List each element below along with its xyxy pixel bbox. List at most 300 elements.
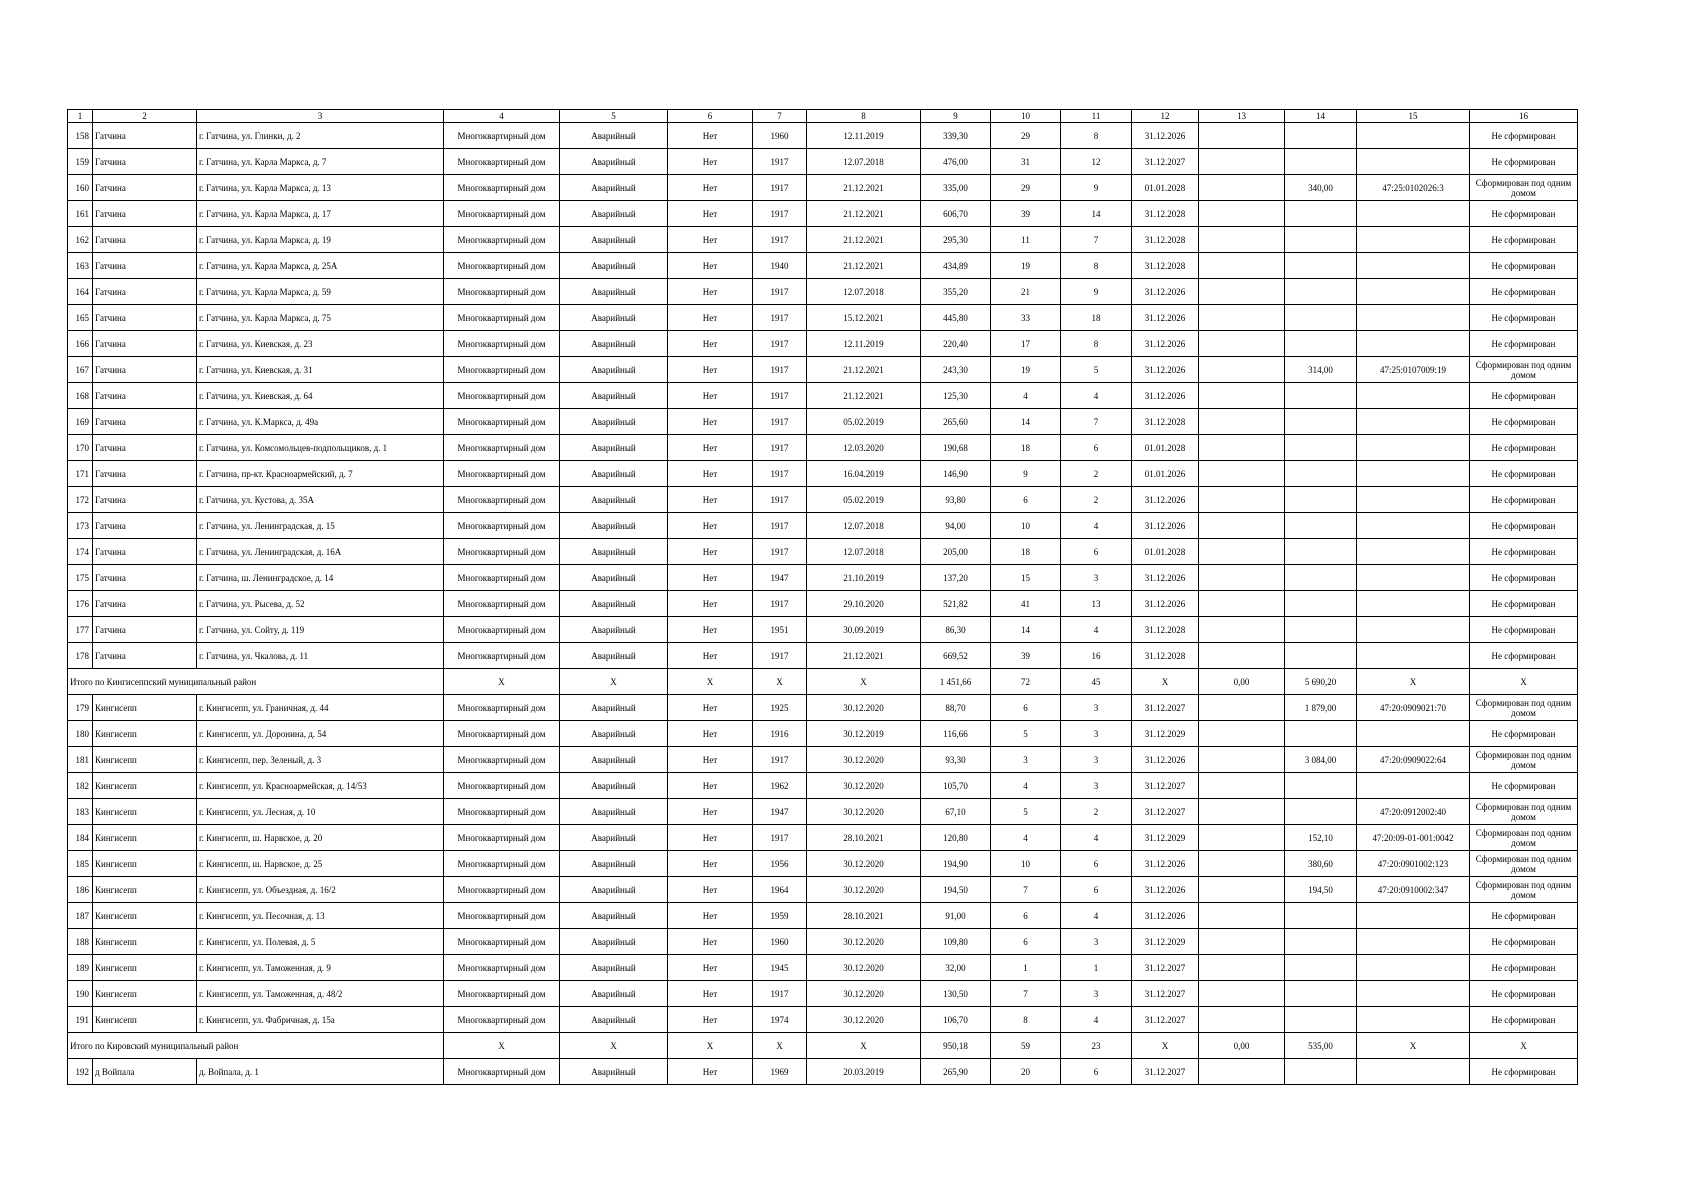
- settlement-cell: Гатчина: [93, 383, 197, 409]
- col-13-cell: [1199, 1059, 1285, 1085]
- row-number-cell: 163: [68, 253, 93, 279]
- apartments-cell: 2: [1061, 487, 1132, 513]
- apartments-cell: 2: [1061, 461, 1132, 487]
- house-type-cell: Многоквартирный дом: [444, 357, 560, 383]
- cadastral-number-cell: [1357, 435, 1470, 461]
- land-area-cell: [1285, 331, 1357, 357]
- status-flag-cell: Нет: [668, 591, 753, 617]
- build-year-cell: 1951: [753, 617, 807, 643]
- area-cell: 669,52: [921, 643, 991, 669]
- address-cell: г. Гатчина, ул. Карла Маркса, д. 7: [197, 149, 444, 175]
- condition-cell: Аварийный: [560, 1007, 668, 1033]
- row-number-cell: 168: [68, 383, 93, 409]
- recognition-date-cell: 21.10.2019: [807, 565, 921, 591]
- table-row: [68, 591, 1578, 617]
- area-cell: 205,00: [921, 539, 991, 565]
- column-number-cell: 8: [807, 110, 921, 123]
- status-flag-cell: Нет: [668, 149, 753, 175]
- district-total-row: [68, 669, 1578, 695]
- build-year-cell: 1947: [753, 799, 807, 825]
- status-flag-cell: Нет: [668, 123, 753, 149]
- status-flag-cell: Нет: [668, 903, 753, 929]
- area-cell: 335,00: [921, 175, 991, 201]
- resettlement-deadline-cell: 31.12.2026: [1132, 357, 1199, 383]
- land-status-cell: Не сформирован: [1470, 201, 1578, 227]
- cadastral-number-cell: 47:20:0910002:347: [1357, 877, 1470, 903]
- land-area-cell: [1285, 227, 1357, 253]
- apartments-cell: 16: [1061, 643, 1132, 669]
- land-area-cell: [1285, 435, 1357, 461]
- col-13-cell: [1199, 227, 1285, 253]
- col-13-cell: [1199, 435, 1285, 461]
- condition-cell: Аварийный: [560, 435, 668, 461]
- col-13-cell: [1199, 331, 1285, 357]
- recognition-date-cell: 30.12.2020: [807, 747, 921, 773]
- column-number-cell: 1: [68, 110, 93, 123]
- column-number-cell: 16: [1470, 110, 1578, 123]
- row-number-cell: 177: [68, 617, 93, 643]
- build-year-cell: 1947: [753, 565, 807, 591]
- apartments-cell: 7: [1061, 409, 1132, 435]
- area-cell: 93,30: [921, 747, 991, 773]
- col-13-cell: [1199, 149, 1285, 175]
- settlement-cell: Кингисепп: [93, 747, 197, 773]
- housing-register-table: [67, 109, 1578, 1085]
- cadastral-number-cell: 47:20:0909022:64: [1357, 747, 1470, 773]
- condition-cell: Аварийный: [560, 721, 668, 747]
- table-row: [68, 175, 1578, 201]
- table-row: [68, 903, 1578, 929]
- table-row: [68, 461, 1578, 487]
- col-13-cell: [1199, 279, 1285, 305]
- table-row: [68, 539, 1578, 565]
- apartments-cell: 8: [1061, 253, 1132, 279]
- land-area-cell: 194,50: [1285, 877, 1357, 903]
- land-area-cell: [1285, 955, 1357, 981]
- condition-cell: Аварийный: [560, 565, 668, 591]
- column-number-cell: 12: [1132, 110, 1199, 123]
- status-flag-cell: Нет: [668, 617, 753, 643]
- land-status-cell: Не сформирован: [1470, 227, 1578, 253]
- resettlement-deadline-cell: 31.12.2026: [1132, 747, 1199, 773]
- resettlement-deadline-cell: 31.12.2026: [1132, 279, 1199, 305]
- row-number-cell: 164: [68, 279, 93, 305]
- apartments-cell: 4: [1061, 1007, 1132, 1033]
- total-cell: 950,18: [921, 1033, 991, 1059]
- col-13-cell: [1199, 123, 1285, 149]
- recognition-date-cell: 16.04.2019: [807, 461, 921, 487]
- table-row: [68, 825, 1578, 851]
- area-cell: 265,90: [921, 1059, 991, 1085]
- residents-cell: 10: [991, 513, 1061, 539]
- cadastral-number-cell: 47:20:0909021:70: [1357, 695, 1470, 721]
- total-cell: Х: [668, 669, 753, 695]
- recognition-date-cell: 28.10.2021: [807, 825, 921, 851]
- build-year-cell: 1945: [753, 955, 807, 981]
- cadastral-number-cell: [1357, 929, 1470, 955]
- address-cell: г. Гатчина, пр-кт. Красноармейский, д. 7: [197, 461, 444, 487]
- col-13-cell: [1199, 747, 1285, 773]
- settlement-cell: Гатчина: [93, 461, 197, 487]
- total-cell: Х: [1132, 669, 1199, 695]
- cadastral-number-cell: [1357, 201, 1470, 227]
- settlement-cell: Кингисепп: [93, 929, 197, 955]
- address-cell: г. Гатчина, ш. Ленинградское, д. 14: [197, 565, 444, 591]
- apartments-cell: 3: [1061, 981, 1132, 1007]
- land-area-cell: [1285, 565, 1357, 591]
- row-number-cell: 172: [68, 487, 93, 513]
- row-number-cell: 160: [68, 175, 93, 201]
- recognition-date-cell: 05.02.2019: [807, 409, 921, 435]
- address-cell: г. Гатчина, ул. Глинки, д. 2: [197, 123, 444, 149]
- apartments-cell: 3: [1061, 721, 1132, 747]
- resettlement-deadline-cell: 31.12.2027: [1132, 773, 1199, 799]
- cadastral-number-cell: 47:20:09-01-001:0042: [1357, 825, 1470, 851]
- resettlement-deadline-cell: 31.12.2028: [1132, 201, 1199, 227]
- condition-cell: Аварийный: [560, 695, 668, 721]
- status-flag-cell: Нет: [668, 1059, 753, 1085]
- condition-cell: Аварийный: [560, 955, 668, 981]
- land-status-cell: Не сформирован: [1470, 123, 1578, 149]
- apartments-cell: 4: [1061, 383, 1132, 409]
- status-flag-cell: Нет: [668, 513, 753, 539]
- area-cell: 94,00: [921, 513, 991, 539]
- recognition-date-cell: 05.02.2019: [807, 487, 921, 513]
- address-cell: г. Кингисепп, ул. Доронина, д. 54: [197, 721, 444, 747]
- row-number-cell: 188: [68, 929, 93, 955]
- apartments-cell: 3: [1061, 565, 1132, 591]
- address-cell: г. Кингисепп, ш. Нарвское, д. 20: [197, 825, 444, 851]
- house-type-cell: Многоквартирный дом: [444, 955, 560, 981]
- status-flag-cell: Нет: [668, 643, 753, 669]
- status-flag-cell: Нет: [668, 175, 753, 201]
- land-status-cell: Не сформирован: [1470, 409, 1578, 435]
- land-status-cell: Не сформирован: [1470, 487, 1578, 513]
- land-status-cell: Не сформирован: [1470, 643, 1578, 669]
- address-cell: г. Гатчина, ул. Чкалова, д. 11: [197, 643, 444, 669]
- row-number-cell: 189: [68, 955, 93, 981]
- row-number-cell: 178: [68, 643, 93, 669]
- table-row: [68, 981, 1578, 1007]
- land-area-cell: [1285, 721, 1357, 747]
- build-year-cell: 1917: [753, 201, 807, 227]
- resettlement-deadline-cell: 31.12.2028: [1132, 227, 1199, 253]
- house-type-cell: Многоквартирный дом: [444, 877, 560, 903]
- land-area-cell: [1285, 591, 1357, 617]
- house-type-cell: Многоквартирный дом: [444, 487, 560, 513]
- status-flag-cell: Нет: [668, 253, 753, 279]
- district-total-row: [68, 1033, 1578, 1059]
- apartments-cell: 3: [1061, 773, 1132, 799]
- land-status-cell: Не сформирован: [1470, 1007, 1578, 1033]
- cadastral-number-cell: 47:20:0912002:40: [1357, 799, 1470, 825]
- house-type-cell: Многоквартирный дом: [444, 591, 560, 617]
- condition-cell: Аварийный: [560, 409, 668, 435]
- address-cell: г. Гатчина, ул. Карла Маркса, д. 19: [197, 227, 444, 253]
- apartments-cell: 9: [1061, 175, 1132, 201]
- row-number-cell: 174: [68, 539, 93, 565]
- build-year-cell: 1917: [753, 409, 807, 435]
- apartments-cell: 6: [1061, 435, 1132, 461]
- area-cell: 243,30: [921, 357, 991, 383]
- settlement-cell: Гатчина: [93, 357, 197, 383]
- apartments-cell: 3: [1061, 929, 1132, 955]
- table-row: [68, 409, 1578, 435]
- resettlement-deadline-cell: 01.01.2028: [1132, 175, 1199, 201]
- recognition-date-cell: 21.12.2021: [807, 357, 921, 383]
- residents-cell: 19: [991, 357, 1061, 383]
- resettlement-deadline-cell: 01.01.2028: [1132, 435, 1199, 461]
- recognition-date-cell: 30.09.2019: [807, 617, 921, 643]
- total-cell: Х: [444, 669, 560, 695]
- table-row: [68, 1007, 1578, 1033]
- land-status-cell: Сформирован под одним домом: [1470, 357, 1578, 383]
- address-cell: г. Гатчина, ул. Киевская, д. 23: [197, 331, 444, 357]
- land-area-cell: [1285, 643, 1357, 669]
- condition-cell: Аварийный: [560, 149, 668, 175]
- recognition-date-cell: 30.12.2020: [807, 929, 921, 955]
- land-area-cell: [1285, 929, 1357, 955]
- house-type-cell: Многоквартирный дом: [444, 513, 560, 539]
- row-number-cell: 162: [68, 227, 93, 253]
- recognition-date-cell: 21.12.2021: [807, 175, 921, 201]
- settlement-cell: Гатчина: [93, 331, 197, 357]
- land-status-cell: Не сформирован: [1470, 617, 1578, 643]
- recognition-date-cell: 15.12.2021: [807, 305, 921, 331]
- status-flag-cell: Нет: [668, 721, 753, 747]
- apartments-cell: 6: [1061, 1059, 1132, 1085]
- residents-cell: 9: [991, 461, 1061, 487]
- column-number-cell: 3: [197, 110, 444, 123]
- house-type-cell: Многоквартирный дом: [444, 201, 560, 227]
- cadastral-number-cell: [1357, 539, 1470, 565]
- area-cell: 146,90: [921, 461, 991, 487]
- house-type-cell: Многоквартирный дом: [444, 175, 560, 201]
- cadastral-number-cell: [1357, 643, 1470, 669]
- table-row: [68, 955, 1578, 981]
- apartments-cell: 14: [1061, 201, 1132, 227]
- status-flag-cell: Нет: [668, 773, 753, 799]
- residents-cell: 33: [991, 305, 1061, 331]
- apartments-cell: 3: [1061, 747, 1132, 773]
- settlement-cell: Гатчина: [93, 123, 197, 149]
- recognition-date-cell: 30.12.2020: [807, 955, 921, 981]
- house-type-cell: Многоквартирный дом: [444, 461, 560, 487]
- recognition-date-cell: 21.12.2021: [807, 227, 921, 253]
- resettlement-deadline-cell: 31.12.2028: [1132, 253, 1199, 279]
- land-status-cell: Не сформирован: [1470, 955, 1578, 981]
- cadastral-number-cell: [1357, 1007, 1470, 1033]
- area-cell: 105,70: [921, 773, 991, 799]
- total-cell: Х: [1357, 669, 1470, 695]
- residents-cell: 17: [991, 331, 1061, 357]
- col-13-cell: [1199, 851, 1285, 877]
- land-area-cell: [1285, 539, 1357, 565]
- land-area-cell: 314,00: [1285, 357, 1357, 383]
- settlement-cell: Кингисепп: [93, 799, 197, 825]
- build-year-cell: 1917: [753, 435, 807, 461]
- recognition-date-cell: 28.10.2021: [807, 903, 921, 929]
- column-number-cell: 10: [991, 110, 1061, 123]
- house-type-cell: Многоквартирный дом: [444, 747, 560, 773]
- condition-cell: Аварийный: [560, 175, 668, 201]
- table-row: [68, 435, 1578, 461]
- settlement-cell: Гатчина: [93, 539, 197, 565]
- col-13-cell: [1199, 1007, 1285, 1033]
- land-status-cell: Не сформирован: [1470, 331, 1578, 357]
- total-cell: Х: [668, 1033, 753, 1059]
- table-row: [68, 201, 1578, 227]
- condition-cell: Аварийный: [560, 643, 668, 669]
- row-number-cell: 175: [68, 565, 93, 591]
- residents-cell: 3: [991, 747, 1061, 773]
- settlement-cell: Гатчина: [93, 305, 197, 331]
- status-flag-cell: Нет: [668, 331, 753, 357]
- resettlement-deadline-cell: 31.12.2029: [1132, 721, 1199, 747]
- table-row: [68, 331, 1578, 357]
- total-cell: Х: [1132, 1033, 1199, 1059]
- land-area-cell: 1 879,00: [1285, 695, 1357, 721]
- status-flag-cell: Нет: [668, 409, 753, 435]
- condition-cell: Аварийный: [560, 331, 668, 357]
- resettlement-deadline-cell: 31.12.2026: [1132, 851, 1199, 877]
- land-area-cell: [1285, 409, 1357, 435]
- table-row: [68, 929, 1578, 955]
- row-number-cell: 186: [68, 877, 93, 903]
- resettlement-deadline-cell: 01.01.2026: [1132, 461, 1199, 487]
- resettlement-deadline-cell: 31.12.2029: [1132, 929, 1199, 955]
- settlement-cell: Кингисепп: [93, 903, 197, 929]
- area-cell: 445,80: [921, 305, 991, 331]
- row-number-cell: 179: [68, 695, 93, 721]
- status-flag-cell: Нет: [668, 695, 753, 721]
- recognition-date-cell: 21.12.2021: [807, 643, 921, 669]
- resettlement-deadline-cell: 31.12.2028: [1132, 617, 1199, 643]
- col-13-cell: [1199, 565, 1285, 591]
- status-flag-cell: Нет: [668, 877, 753, 903]
- resettlement-deadline-cell: 31.12.2027: [1132, 1059, 1199, 1085]
- address-cell: г. Кингисепп, ш. Нарвское, д. 25: [197, 851, 444, 877]
- area-cell: 86,30: [921, 617, 991, 643]
- col-13-cell: [1199, 513, 1285, 539]
- residents-cell: 6: [991, 487, 1061, 513]
- status-flag-cell: Нет: [668, 851, 753, 877]
- land-status-cell: Сформирован под одним домом: [1470, 851, 1578, 877]
- house-type-cell: Многоквартирный дом: [444, 929, 560, 955]
- area-cell: 476,00: [921, 149, 991, 175]
- residents-cell: 6: [991, 903, 1061, 929]
- residents-cell: 6: [991, 929, 1061, 955]
- recognition-date-cell: 29.10.2020: [807, 591, 921, 617]
- settlement-cell: Гатчина: [93, 643, 197, 669]
- area-cell: 91,00: [921, 903, 991, 929]
- address-cell: г. Гатчина, ул. Ленинградская, д. 15: [197, 513, 444, 539]
- cadastral-number-cell: [1357, 383, 1470, 409]
- condition-cell: Аварийный: [560, 591, 668, 617]
- resettlement-deadline-cell: 31.12.2026: [1132, 565, 1199, 591]
- settlement-cell: Гатчина: [93, 617, 197, 643]
- land-area-cell: [1285, 617, 1357, 643]
- apartments-cell: 8: [1061, 331, 1132, 357]
- row-number-cell: 161: [68, 201, 93, 227]
- row-number-cell: 180: [68, 721, 93, 747]
- land-status-cell: Сформирован под одним домом: [1470, 695, 1578, 721]
- land-status-cell: Сформирован под одним домом: [1470, 799, 1578, 825]
- build-year-cell: 1974: [753, 1007, 807, 1033]
- address-cell: г. Гатчина, ул. Карла Маркса, д. 13: [197, 175, 444, 201]
- land-area-cell: [1285, 1007, 1357, 1033]
- apartments-cell: 2: [1061, 799, 1132, 825]
- settlement-cell: Кингисепп: [93, 695, 197, 721]
- register-sheet: [67, 109, 1578, 1085]
- col-13-cell: [1199, 409, 1285, 435]
- condition-cell: Аварийный: [560, 383, 668, 409]
- table-row: [68, 799, 1578, 825]
- status-flag-cell: Нет: [668, 799, 753, 825]
- status-flag-cell: Нет: [668, 1007, 753, 1033]
- residents-cell: 10: [991, 851, 1061, 877]
- settlement-cell: Кингисепп: [93, 1007, 197, 1033]
- resettlement-deadline-cell: 31.12.2026: [1132, 487, 1199, 513]
- land-status-cell: Не сформирован: [1470, 149, 1578, 175]
- settlement-cell: Кингисепп: [93, 851, 197, 877]
- settlement-cell: Гатчина: [93, 435, 197, 461]
- status-flag-cell: Нет: [668, 487, 753, 513]
- settlement-cell: Гатчина: [93, 227, 197, 253]
- land-area-cell: [1285, 1059, 1357, 1085]
- resettlement-deadline-cell: 31.12.2028: [1132, 409, 1199, 435]
- resettlement-deadline-cell: 31.12.2026: [1132, 331, 1199, 357]
- recognition-date-cell: 12.07.2018: [807, 149, 921, 175]
- address-cell: г. Гатчина, ул. Рысева, д. 52: [197, 591, 444, 617]
- land-area-cell: [1285, 461, 1357, 487]
- residents-cell: 6: [991, 695, 1061, 721]
- column-number-cell: 14: [1285, 110, 1357, 123]
- land-status-cell: Не сформирован: [1470, 253, 1578, 279]
- cadastral-number-cell: [1357, 253, 1470, 279]
- col-13-cell: [1199, 461, 1285, 487]
- recognition-date-cell: 30.12.2020: [807, 877, 921, 903]
- resettlement-deadline-cell: 01.01.2028: [1132, 539, 1199, 565]
- settlement-cell: Кингисепп: [93, 721, 197, 747]
- settlement-cell: Кингисепп: [93, 825, 197, 851]
- recognition-date-cell: 30.12.2020: [807, 981, 921, 1007]
- status-flag-cell: Нет: [668, 565, 753, 591]
- area-cell: 106,70: [921, 1007, 991, 1033]
- house-type-cell: Многоквартирный дом: [444, 227, 560, 253]
- land-area-cell: 152,10: [1285, 825, 1357, 851]
- settlement-cell: Кингисепп: [93, 877, 197, 903]
- residents-cell: 7: [991, 877, 1061, 903]
- status-flag-cell: Нет: [668, 227, 753, 253]
- land-area-cell: 380,60: [1285, 851, 1357, 877]
- area-cell: 93,80: [921, 487, 991, 513]
- address-cell: г. Кингисепп, ул. Таможенная, д. 48/2: [197, 981, 444, 1007]
- area-cell: 194,50: [921, 877, 991, 903]
- apartments-cell: 13: [1061, 591, 1132, 617]
- land-status-cell: Не сформирован: [1470, 721, 1578, 747]
- recognition-date-cell: 30.12.2020: [807, 773, 921, 799]
- col-13-cell: [1199, 383, 1285, 409]
- recognition-date-cell: 30.12.2019: [807, 721, 921, 747]
- address-cell: г. Кингисепп, ул. Граничная, д. 44: [197, 695, 444, 721]
- residents-cell: 41: [991, 591, 1061, 617]
- table-row: [68, 305, 1578, 331]
- area-cell: 194,90: [921, 851, 991, 877]
- table-row: [68, 617, 1578, 643]
- build-year-cell: 1917: [753, 175, 807, 201]
- status-flag-cell: Нет: [668, 981, 753, 1007]
